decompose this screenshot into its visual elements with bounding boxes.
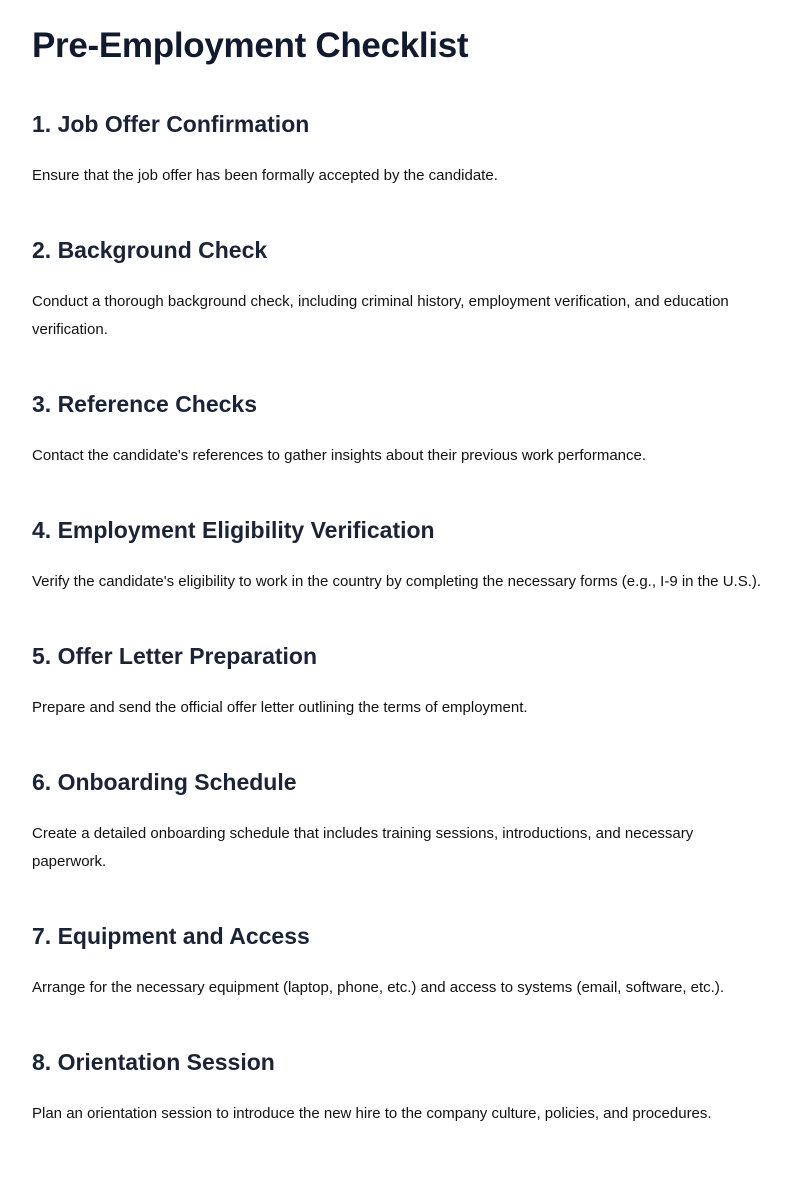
section-text: Conduct a thorough background check, including criminal history, employment verification, and education verification. xyxy=(32,293,729,338)
page-title: Pre-Employment Checklist xyxy=(32,26,469,65)
section-text: Create a detailed onboarding schedule that includes training sessions, introductions, and necessary paperwork. xyxy=(32,825,694,870)
section-text: Arrange for the necessary equipment (laptop, phone, etc.) and access to systems (email, software, etc.). xyxy=(32,979,724,996)
section-heading: 1. Job Offer Confirmation xyxy=(32,111,310,137)
checklist-section-orientation xyxy=(32,1046,768,1128)
checklist-section-equipment xyxy=(32,920,768,1002)
section-text: Verify the candidate's eligibility to work in the country by completing the necessary forms (e.g., I-9 in the U.S.). xyxy=(32,573,762,590)
section-heading: 7. Equipment and Access xyxy=(32,923,310,949)
section-heading: 4. Employment Eligibility Verification xyxy=(32,517,435,543)
section-text: Plan an orientation session to introduce the new hire to the company culture, policies, and procedures. xyxy=(32,1105,712,1122)
checklist-section-eligibility xyxy=(32,514,768,596)
section-text: Ensure that the job offer has been formally accepted by the candidate. xyxy=(32,167,498,184)
section-heading: 6. Onboarding Schedule xyxy=(32,769,297,795)
checklist-section-job-offer xyxy=(32,108,768,190)
section-heading: 5. Offer Letter Preparation xyxy=(32,643,318,669)
section-heading: 3. Reference Checks xyxy=(32,391,258,417)
section-text: Prepare and send the official offer letter outlining the terms of employment. xyxy=(32,699,528,716)
checklist-section-offer-letter xyxy=(32,640,768,722)
section-heading: 2. Background Check xyxy=(32,237,268,263)
checklist-section-background-check xyxy=(32,234,768,344)
checklist-section-onboarding xyxy=(32,766,768,876)
section-text: Contact the candidate's references to gather insights about their previous work performance. xyxy=(32,447,647,464)
section-heading: 8. Orientation Session xyxy=(32,1049,275,1075)
checklist-section-reference-checks xyxy=(32,388,768,470)
